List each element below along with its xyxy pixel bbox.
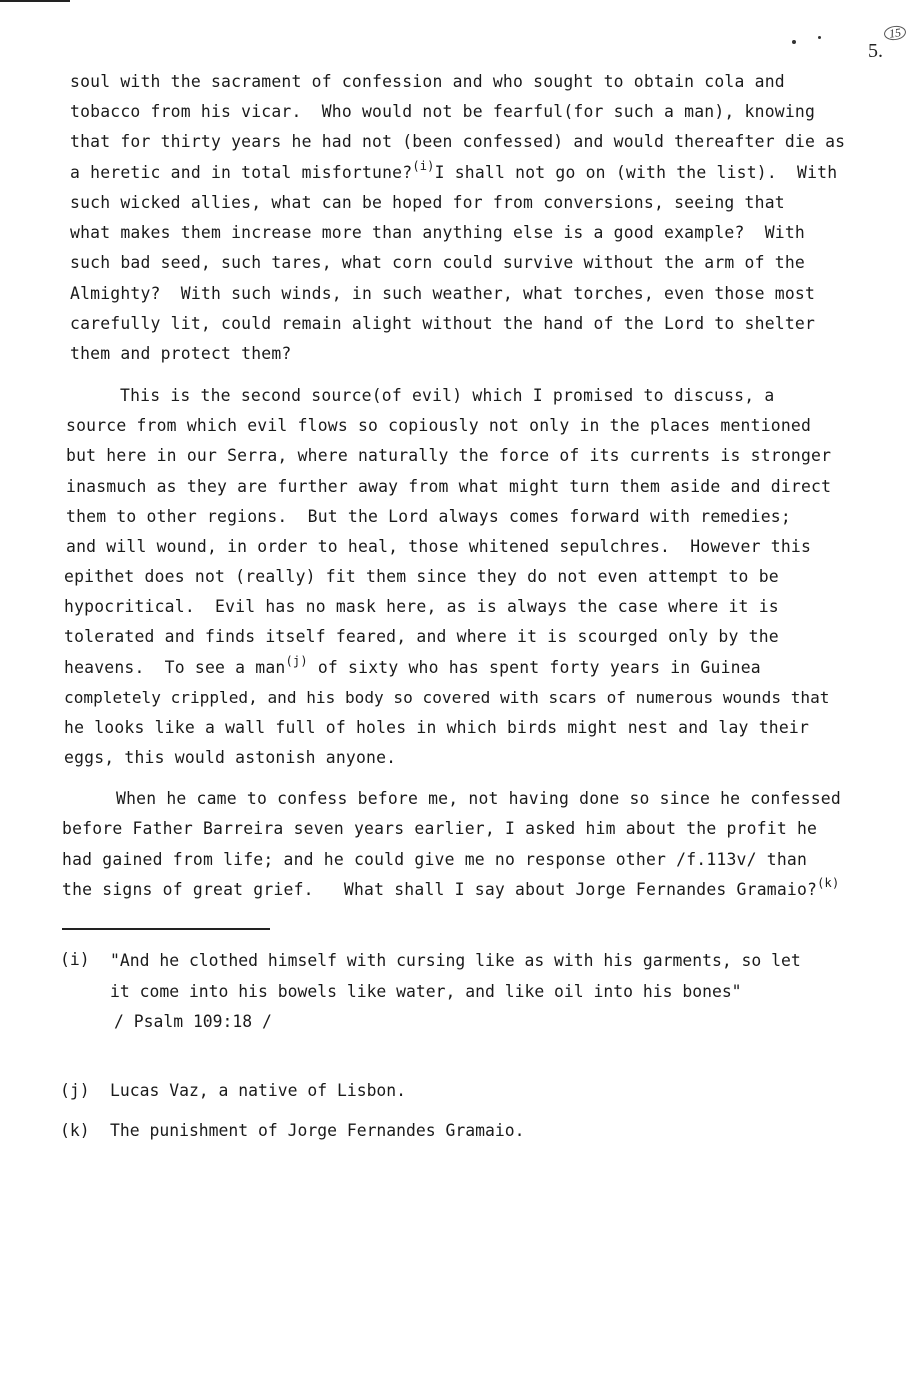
text-line: eggs, this would astonish anyone. bbox=[64, 748, 397, 767]
text-line: tobacco from his vicar. Who would not be fearful(for such a man), knowing bbox=[70, 102, 816, 121]
footnote-text: it come into his bowels like water, and like oil into his bones" bbox=[110, 982, 742, 1001]
handwritten-page-number: 15 bbox=[883, 25, 907, 42]
text-line bbox=[70, 159, 838, 183]
text-line bbox=[64, 654, 761, 678]
text-line: tolerated and finds itself feared, and where it is scourged only by the bbox=[64, 627, 779, 646]
footnote-ref-j: (j) bbox=[285, 654, 308, 668]
text-line: what makes them increase more than anything else is a good example? With bbox=[70, 223, 805, 242]
text-line: that for thirty years he had not (been confessed) and would thereafter die as bbox=[70, 132, 846, 151]
text-line: he looks like a wall full of holes in which birds might nest and lay their bbox=[64, 718, 810, 737]
text-line: hypocritical. Evil has no mask here, as is always the case where it is bbox=[64, 597, 779, 616]
text-segment: heavens. To see a man bbox=[64, 658, 286, 677]
scan-speck bbox=[818, 36, 821, 39]
text-line: completely crippled, and his body so covered with scars of numerous wounds that bbox=[64, 688, 830, 707]
text-line bbox=[62, 876, 840, 900]
text-segment: the signs of great grief. What shall I say about Jorge Fernandes Gramaio? bbox=[62, 880, 818, 899]
footnote-text: The punishment of Jorge Fernandes Gramaio. bbox=[110, 1121, 525, 1140]
text-line: inasmuch as they are further away from what might turn them aside and direct bbox=[66, 477, 832, 496]
text-line: before Father Barreira seven years earlier, I asked him about the profit he bbox=[62, 819, 818, 838]
page-number: 5. bbox=[868, 40, 883, 62]
footnote-label: (k) bbox=[60, 1121, 90, 1140]
footnote-citation: / Psalm 109:18 / bbox=[114, 1012, 272, 1031]
scan-speck bbox=[792, 40, 796, 44]
text-line: had gained from life; and he could give me no response other /f.113v/ than bbox=[62, 850, 808, 869]
footnote-separator bbox=[62, 928, 270, 930]
text-line: Almighty? With such winds, in such weather, what torches, even those most bbox=[70, 284, 816, 303]
text-segment: a heretic and in total misfortune? bbox=[70, 163, 413, 182]
text-line: This is the second source(of evil) which I promised to discuss, a bbox=[120, 386, 775, 405]
text-segment: of sixty who has spent forty years in Guinea bbox=[307, 658, 761, 677]
text-line: them and protect them? bbox=[70, 344, 292, 363]
text-line: When he came to confess before me, not having done so since he confessed bbox=[116, 789, 841, 808]
top-edge-rule bbox=[0, 0, 70, 2]
footnote-text: Lucas Vaz, a native of Lisbon. bbox=[110, 1081, 407, 1100]
text-line: such wicked allies, what can be hoped for from conversions, seeing that bbox=[70, 193, 785, 212]
footnote-ref-k: (k) bbox=[817, 876, 840, 890]
text-line: epithet does not (really) fit them since they do not even attempt to be bbox=[64, 567, 779, 586]
text-line: them to other regions. But the Lord always comes forward with remedies; bbox=[66, 507, 791, 526]
text-line: soul with the sacrament of confession and who sought to obtain cola and bbox=[70, 72, 785, 91]
text-line: and will wound, in order to heal, those whitened sepulchres. However this bbox=[66, 537, 812, 556]
footnote-text: "And he clothed himself with cursing like as with his garments, so let bbox=[110, 951, 801, 970]
text-line: source from which evil flows so copiously not only in the places mentioned bbox=[66, 416, 812, 435]
text-line: such bad seed, such tares, what corn could survive without the arm of the bbox=[70, 253, 805, 272]
footnote-ref-i: (i) bbox=[412, 159, 435, 173]
footnote-label: (i) bbox=[60, 950, 90, 969]
footnote-label: (j) bbox=[60, 1081, 90, 1100]
text-line: carefully lit, could remain alight without the hand of the Lord to shelter bbox=[70, 314, 816, 333]
text-line: but here in our Serra, where naturally the force of its currents is stronger bbox=[66, 446, 832, 465]
text-segment: I shall not go on (with the list). With bbox=[434, 163, 838, 182]
